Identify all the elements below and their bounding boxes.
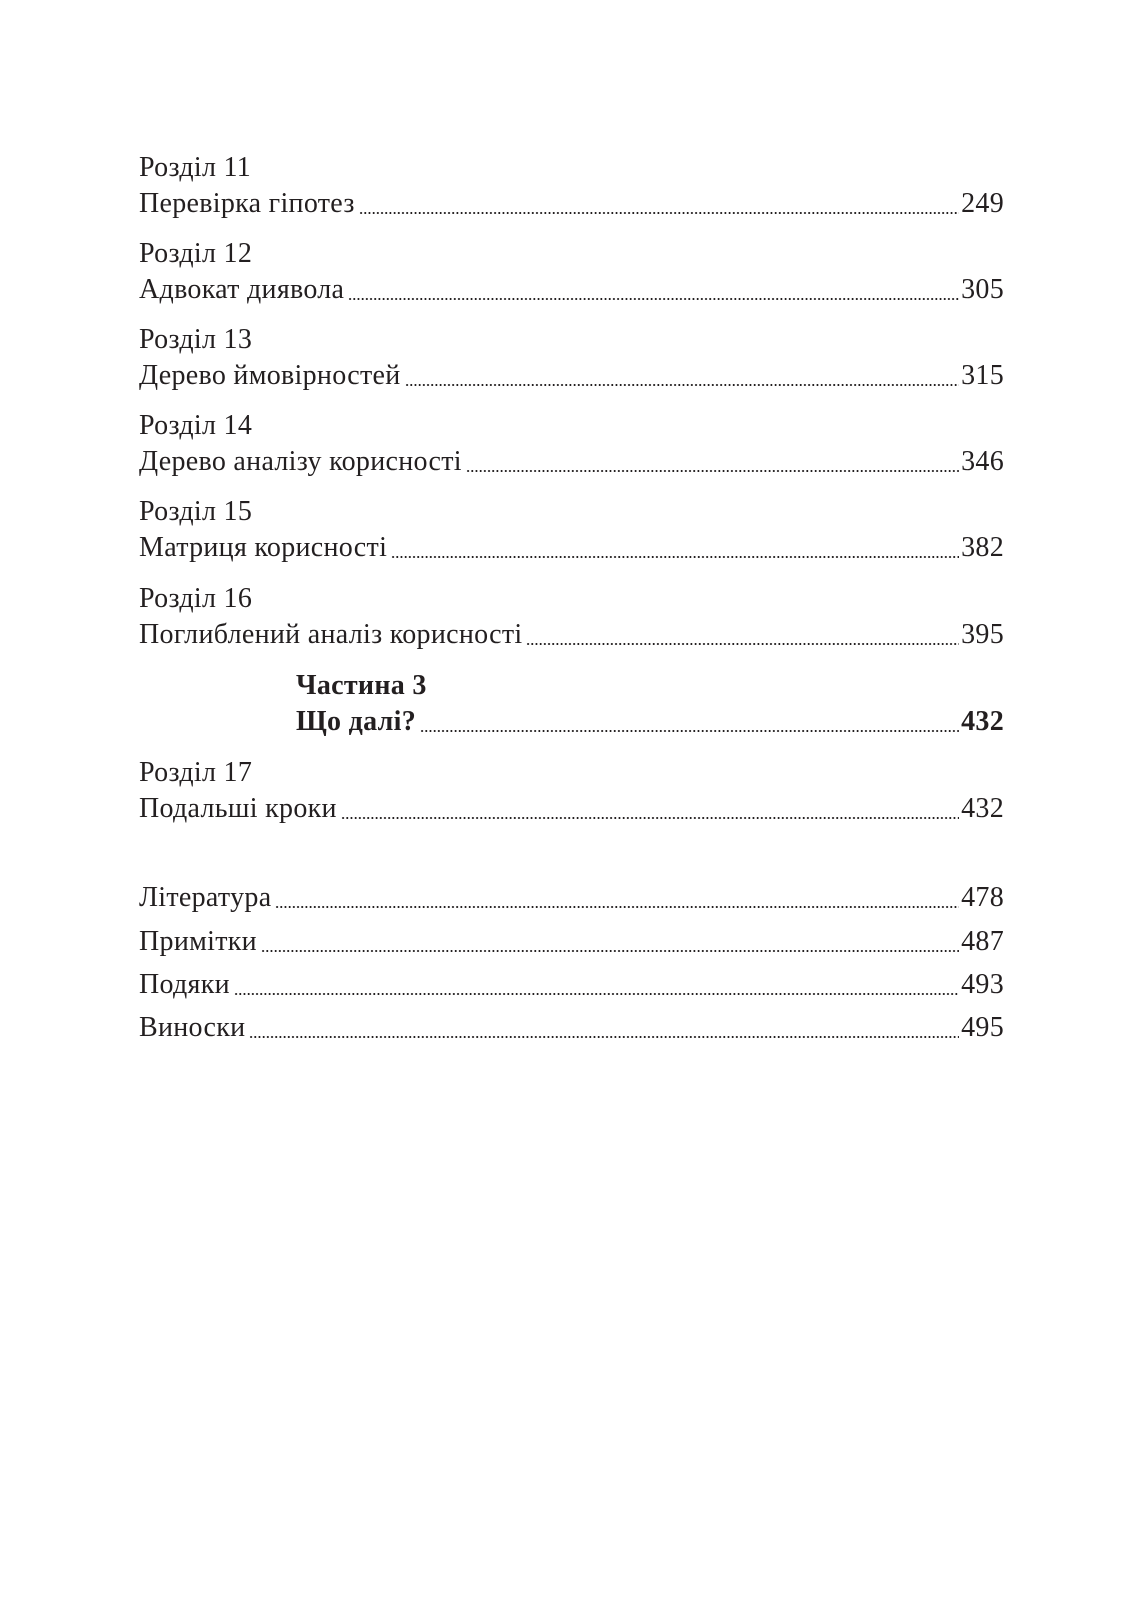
dot-leader bbox=[526, 643, 959, 645]
page-number: 305 bbox=[961, 274, 1004, 305]
toc-row[interactable] bbox=[296, 704, 1004, 738]
back-matter-title: Подяки bbox=[139, 969, 230, 1000]
page-number: 395 bbox=[961, 619, 1004, 650]
chapter-number: Розділ 11 bbox=[139, 152, 252, 183]
dot-leader bbox=[391, 556, 959, 558]
part-number: Частина 3 bbox=[296, 670, 427, 701]
toc-row[interactable] bbox=[139, 358, 1004, 392]
dot-leader bbox=[341, 817, 959, 819]
chapter-label bbox=[139, 755, 1004, 789]
chapter-number: Розділ 17 bbox=[139, 757, 253, 788]
page-number: 487 bbox=[961, 926, 1004, 957]
chapter-label bbox=[139, 236, 1004, 270]
dot-leader bbox=[420, 730, 959, 732]
page-number: 432 bbox=[961, 706, 1004, 737]
page-number: 432 bbox=[961, 793, 1004, 824]
chapter-number: Розділ 14 bbox=[139, 410, 253, 441]
chapter-title: Поглиблений аналіз корисності bbox=[139, 619, 523, 650]
back-matter-title: Примітки bbox=[139, 926, 257, 957]
chapter-title: Подальші кроки bbox=[139, 793, 337, 824]
dot-leader bbox=[405, 384, 960, 386]
dot-leader bbox=[348, 298, 959, 300]
chapter-title: Адвокат диявола bbox=[139, 274, 345, 305]
back-matter-title: Література bbox=[139, 882, 272, 913]
toc-row[interactable] bbox=[139, 272, 1004, 306]
part-label bbox=[296, 668, 1004, 702]
toc-row[interactable] bbox=[139, 186, 1004, 220]
chapter-label bbox=[139, 494, 1004, 528]
page-number: 478 bbox=[961, 882, 1004, 913]
page-number: 315 bbox=[961, 360, 1004, 391]
dot-leader bbox=[234, 993, 959, 995]
toc-row[interactable] bbox=[139, 791, 1004, 825]
chapter-label bbox=[139, 150, 1004, 184]
dot-leader bbox=[261, 950, 959, 952]
chapter-number: Розділ 16 bbox=[139, 583, 253, 614]
page-number: 249 bbox=[961, 188, 1004, 219]
toc-row[interactable] bbox=[139, 617, 1004, 651]
back-matter-title: Виноски bbox=[139, 1012, 246, 1043]
chapter-label bbox=[139, 322, 1004, 356]
dot-leader bbox=[359, 212, 959, 214]
page-number: 493 bbox=[961, 969, 1004, 1000]
part-title: Що далі? bbox=[296, 706, 417, 737]
dot-leader bbox=[249, 1036, 959, 1038]
chapter-title: Перевірка гіпотез bbox=[139, 188, 355, 219]
page-number: 382 bbox=[961, 532, 1004, 563]
chapter-number: Розділ 15 bbox=[139, 496, 253, 527]
toc-row[interactable] bbox=[139, 530, 1004, 564]
chapter-number: Розділ 13 bbox=[139, 324, 253, 355]
page-number: 346 bbox=[961, 446, 1004, 477]
toc-row[interactable] bbox=[139, 444, 1004, 478]
toc-row-acknowledgements[interactable] bbox=[139, 967, 1004, 1001]
chapter-title: Дерево аналізу корисності bbox=[139, 446, 462, 477]
chapter-label bbox=[139, 408, 1004, 442]
chapter-title: Дерево ймовірностей bbox=[139, 360, 401, 391]
chapter-title: Матриця корисності bbox=[139, 532, 388, 563]
chapter-number: Розділ 12 bbox=[139, 238, 253, 269]
dot-leader bbox=[275, 906, 959, 908]
chapter-label bbox=[139, 581, 1004, 615]
page-number: 495 bbox=[961, 1012, 1004, 1043]
toc-row-literature[interactable] bbox=[139, 880, 1004, 914]
toc-row-footnotes[interactable] bbox=[139, 1010, 1004, 1044]
toc-row-notes[interactable] bbox=[139, 924, 1004, 958]
dot-leader bbox=[466, 470, 959, 472]
